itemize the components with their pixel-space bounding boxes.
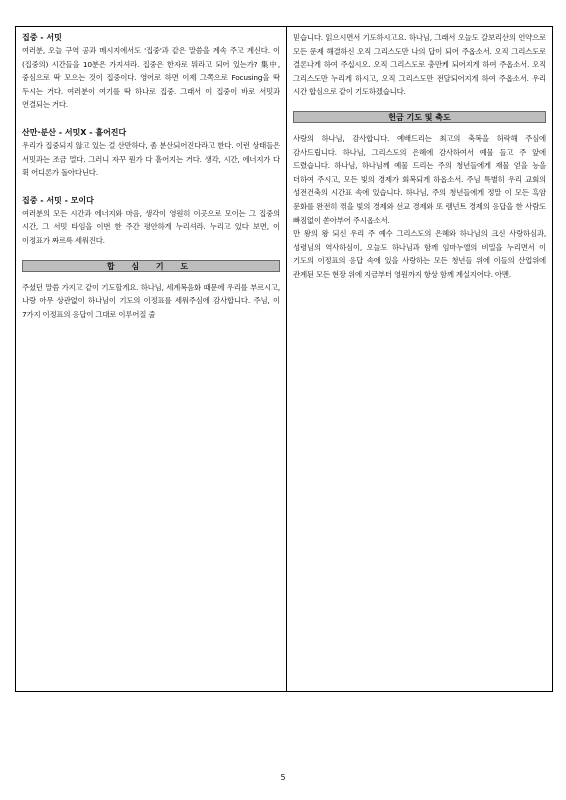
section-heading-scattered: 산만·분산 - 서밋X - 흩어진다 (22, 127, 127, 137)
joint-prayer-text: 주셨던 말씀 가지고 같이 기도할게요. 하나님, 세계복음화 때문에 우리를 부르시고, 나랑 아무 상관없이 하나님이 기도의 이정표를 세워주심에 감사합니다. 주님, 이 7가지 이정표의 응답이 그대로 이루어질 줄 (22, 282, 280, 319)
section-heading-gather: 집중 - 서밋 - 모이다 (22, 195, 94, 205)
benediction-text: 만 왕의 왕 되신 우리 주 예수 그리스도의 은혜와 하나님의 크신 사랑하심과, 성령님의 역사하심이, 오늘도 하나님과 함께 임마누엘의 비밀을 누리면서 이 기도의 이정표의 응답 속에 있을 사랑하는 모든 청년들 위에 이들의 산업위에 관계된 모든 현장 위에 지금부터 영원까지 항상 함께 계실지어다. 아멘. (293, 229, 546, 279)
joint-prayer-banner: 합 심 기 도 (22, 260, 280, 272)
offering-prayer-text: 사랑의 하나님, 감사합니다. 예배드리는 최고의 축복을 허락해 주심에 감사드립니다. 하나님, 그리스도의 은혜에 감사하여서 예물 들고 주 앞에 드렸습니다. 하나님, 하나님께 예물 드리는 주의 청년들에게 재물 얻을 능을 더하여 주시고, 모든 빛의 경제가 회복되게 하옵소서. 주님 특별히 우리 교회의 성전건축의 시간표 속에 있습니다. 하나님, 주의 청년들에게 정말 이 모든 흑암 문화를 완전히 꺾을 빛의 경제와 선교 경제와 또 렘넌트 경제의 응답을 한 사람도 빠짐없이 쏟아부어 주시옵소서. (293, 133, 546, 225)
page-number: 5 (280, 773, 286, 782)
section-text-focus: 여러분, 오늘 구역 공과 메시지에서도 '집중'과 같은 말씀을 계속 주고 계신다. 이 (집중의) 시간들을 10분은 가지셔라. 집중은 한자로 뭐라고 되어 있는가? 集中, 중심으로 딱 모으는 것이 집중이다. 영어로 하면 이제 그쪽으로 Focusing을 딱 두시는 거다. 여러분이 여기를 딱 하나로 집중. 그래서 이 집중이 바로 서밋과 연결되는 거다. (22, 46, 280, 110)
right-column (287, 27, 552, 691)
document-sheet (15, 26, 553, 692)
prayer-continuation-text: 믿습니다. 읽으시면서 기도하시고요. 하나님, 그래서 오늘도 갈보리산의 언약으로 모든 문제 해결하신 오직 그리스도만 나의 답이 되어 주옵소서. 오직 그리스도로 결론나게 하여 주십시오. 오직 그리스도로 충만케 되어지게 하여 주옵소서. 오직 그리스도만 누리게 하시고, 오직 그리스도만 전달되어지게 하여 주옵소서. 우리 시간 합심으로 같이 기도하겠습니다. (293, 33, 546, 97)
section-text-scattered: 우리가 집중되지 않고 있는 걸 산만하다, 좀 분산되어진다라고 한다. 이런 상태들은 서밋과는 조금 멀다. 그러니 자꾸 뭔가 다 흩어지는 거다. 생각, 시간, 에너지가 다 휙 어디론가 돌아다닌다. (22, 140, 280, 178)
left-column (16, 27, 287, 691)
section-heading-focus: 집중 - 서밋 (22, 33, 62, 42)
offering-prayer-banner: 헌금 기도 및 축도 (293, 111, 546, 123)
section-text-gather: 여러분의 모든 시간과 에너지와 마음, 생각이 영원히 이곳으로 모이는 그 집중의 시간, 그 서밋 타임을 이번 한 주간 평안하게 누리셔라. 누리고 있다 보면, 이 이정표가 짜르륵 세워진다. (22, 208, 280, 245)
